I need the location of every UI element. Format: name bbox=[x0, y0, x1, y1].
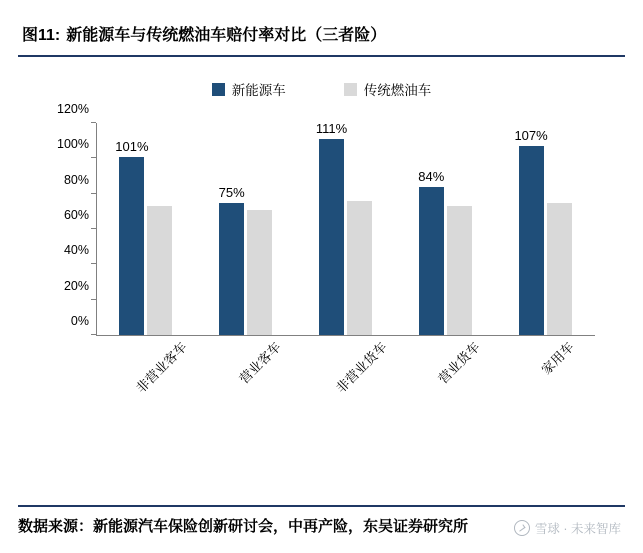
y-tick-label: 80% bbox=[63, 172, 89, 187]
legend-item-traditional bbox=[344, 79, 432, 99]
x-tick-label: 营业客车 bbox=[236, 339, 284, 387]
plot-region bbox=[57, 102, 595, 336]
source-note: 数据来源：新能源汽车保险创新研讨会，中再产险，东吴证券研究所 bbox=[18, 519, 469, 535]
bar-value-label: 107% bbox=[514, 127, 548, 143]
bar bbox=[514, 127, 548, 335]
bar-group bbox=[495, 123, 595, 335]
x-label-cell bbox=[296, 337, 396, 396]
bar bbox=[218, 184, 245, 336]
x-label-cell bbox=[395, 337, 495, 387]
x-axis-labels bbox=[96, 337, 595, 396]
x-tick-label: 营业货车 bbox=[435, 339, 484, 387]
y-tick-label: 60% bbox=[63, 208, 89, 222]
bar-value-label: 84% bbox=[418, 168, 445, 184]
bar-value-label: 111% bbox=[315, 120, 348, 136]
bar bbox=[447, 206, 472, 335]
watermark-text: 雪球 · 未来智库 bbox=[534, 522, 621, 536]
chart-title-row bbox=[18, 0, 625, 57]
bar bbox=[247, 210, 272, 335]
bar bbox=[147, 206, 172, 335]
legend-swatch-traditional bbox=[344, 83, 357, 96]
y-tick-label: 100% bbox=[57, 137, 89, 152]
bar-group bbox=[395, 123, 495, 335]
legend-label-traditional: 传统燃油车 bbox=[363, 83, 432, 98]
y-tick-label: 20% bbox=[63, 278, 89, 293]
bar-groups bbox=[96, 120, 595, 335]
bar bbox=[547, 203, 572, 336]
figure-number: 图11: bbox=[22, 27, 61, 44]
bar bbox=[315, 120, 348, 335]
bar bbox=[418, 168, 445, 335]
y-tick-label: 120% bbox=[57, 102, 89, 116]
page-title: 新能源车与传统燃油车赔付率对比（三者险） bbox=[66, 27, 387, 44]
bar-group bbox=[296, 120, 396, 335]
y-tick-label: 40% bbox=[63, 243, 89, 258]
chart-footer bbox=[18, 505, 625, 539]
bar-value-label: 101% bbox=[115, 138, 149, 154]
bar bbox=[347, 201, 372, 335]
chart-legend bbox=[18, 79, 625, 99]
y-tick-label: 0% bbox=[70, 314, 89, 328]
bar-group bbox=[196, 123, 296, 335]
bar-value-label: 75% bbox=[218, 184, 245, 200]
bar-group bbox=[96, 123, 196, 335]
x-label-cell bbox=[96, 337, 196, 396]
x-tick-label: 家用车 bbox=[538, 339, 577, 378]
x-tick-label: 非营业货车 bbox=[333, 339, 390, 396]
x-label-cell bbox=[196, 337, 296, 387]
footer-divider bbox=[18, 505, 625, 507]
snowball-logo-icon bbox=[514, 520, 530, 536]
watermark bbox=[514, 519, 621, 537]
bar bbox=[115, 138, 149, 335]
x-tick-label: 非营业客车 bbox=[133, 339, 191, 396]
legend-item-new-energy bbox=[212, 79, 286, 99]
chart-area bbox=[18, 102, 625, 409]
x-label-cell bbox=[495, 337, 595, 378]
legend-label-new-energy: 新能源车 bbox=[231, 83, 286, 98]
legend-swatch-new-energy bbox=[212, 83, 225, 96]
